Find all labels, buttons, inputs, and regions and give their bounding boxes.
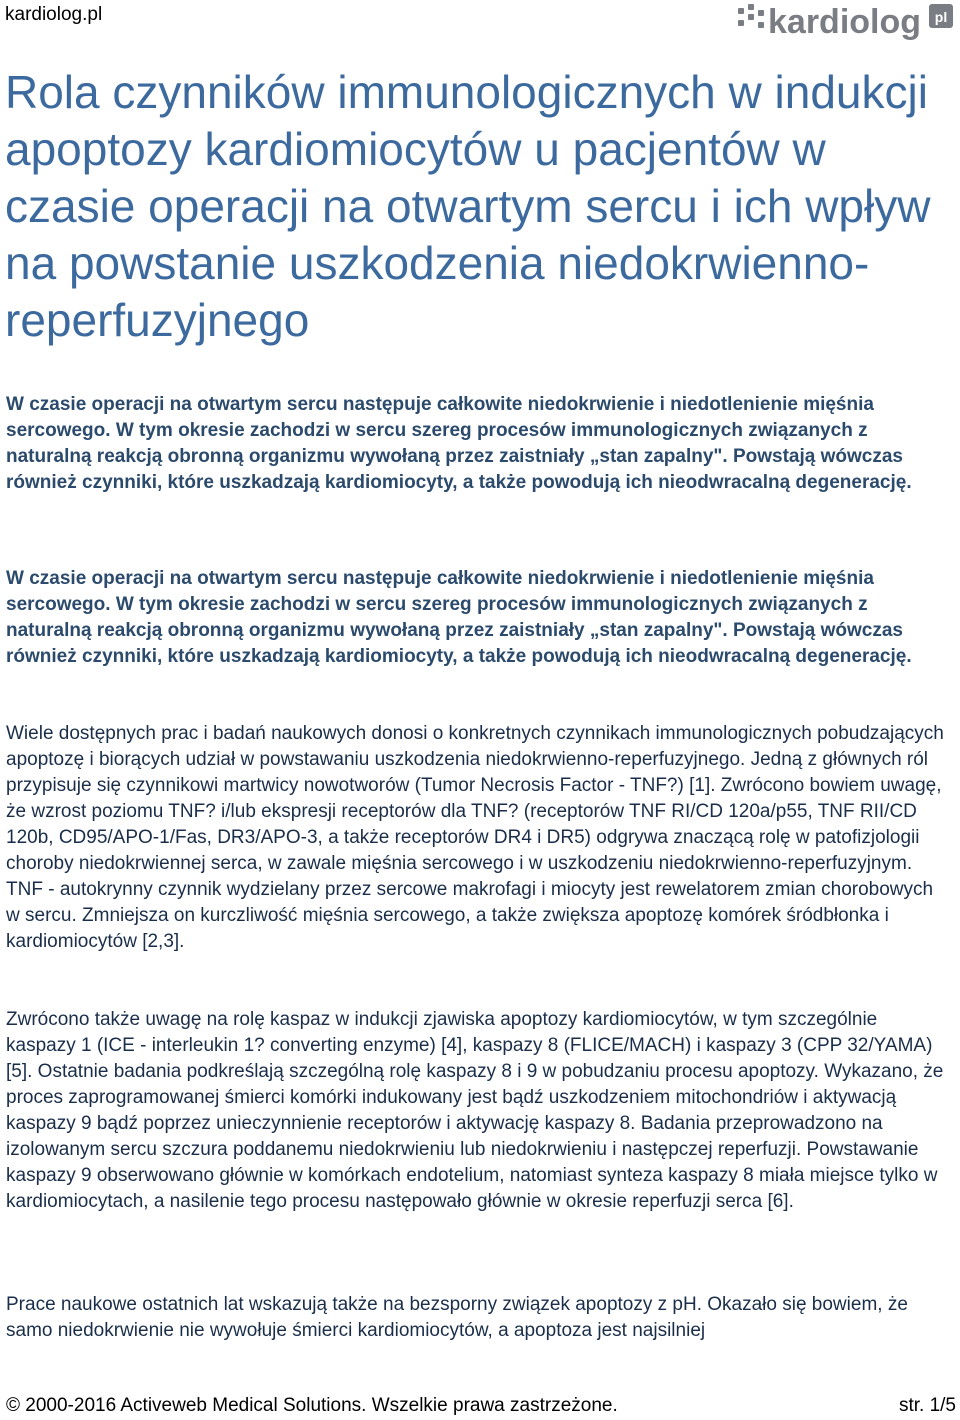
lead-paragraph-repeat: W czasie operacji na otwartym sercu następuje całkowite niedokrwienie i niedotlenienie mięśnia sercowego. W tym okresie zachodzi w sercu szereg procesów immunologicznych związanych z naturalną reakcją obronną organizmu wywołaną przez zaistniały „stan zapalny". Powstają wówczas również czynniki, które uszkadzają kardiomiocyty, a także powodują ich nieodwracalną degenerację.: [6, 568, 912, 667]
footer-copyright: © 2000-2016 Activeweb Medical Solutions. Wszelkie prawa zastrzeżone.: [6, 1395, 618, 1416]
page-title: Rola czynników immunologicznych w indukcji apoptozy kardiomiocytów u pacjentów w czasie operacji na otwartym sercu i ich wpływ na powstanie uszkodzenia niedokrwienno-reperfuzyjnego: [5, 66, 931, 346]
dots-logo-icon: [738, 4, 764, 28]
logo-suffix: pl: [934, 9, 948, 25]
body-paragraph: Wiele dostępnych prac i badań naukowych donosi o konkretnych czynnikach immunologicznych pobudzających apoptozę i biorących udział w powstawaniu uszkodzenia niedokrwienno-reperfuzyjnego. Jedną z głównych ról przypisuje się czynnikowi martwicy nowotworów (Tumor Necrosis Factor - TNF?) [1]. Zwrócono bowiem uwagę, że wzrost poziomu TNF? i/lub ekspresji receptorów dla TNF? (receptorów TNF RI/CD 120a/p55, TNF RII/CD 120b, CD95/APO-1/Fas, DR3/APO-3, a także receptorów DR4 i DR5) odgrywa znaczącą rolę w patofizjologii choroby niedokrwiennej serca, w zawale mięśnia sercowego i w uszkodzeniu niedokrwienno-reperfuzyjnym. TNF - autokrynny czynnik wydzielany przez sercowe makrofagi i miocyty jest rewelatorem zmian chorobowych w sercu. Zmniejsza on kurczliwość mięśnia sercowego, a także zwiększa apoptozę komórek śródbłonka i kardiomiocytów [2,3].: [6, 723, 944, 952]
site-name: kardiolog.pl: [5, 4, 103, 25]
kardiolog-logo: [736, 0, 956, 44]
logo-wordmark: kardiolog: [768, 3, 922, 41]
body-paragraph: Zwrócono także uwagę na rolę kaspaz w indukcji zjawiska apoptozy kardiomiocytów, w tym szczególnie kaspazy 1 (ICE - interleukin 1? converting enzyme) [4], kaspazy 8 (FLICE/MACH) i kaspazy 3 (CPP 32/YAMA) [5]. Ostatnie badania podkreślają szczególną rolę kaspazy 8 i 9 w pobudzaniu procesu apoptozy. Wykazano, że proces zaprogramowanej śmierci komórki indukowany jest bądź uszkodzeniem mitochondriów i aktywacją kaspazy 9 bądź poprzez unieczynnienie receptorów i aktywację kaspazy 8. Badania przeprowadzono na izolowanym sercu szczura poddanemu niedokrwieniu lub niedokrwieniu i następczej reperfuzji. Powstawanie kaspazy 9 obserwowano głównie w komórkach endotelium, natomiast synteza kaspazy 8 miała miejsce tylko w kardiomiocytach, a nasilenie tego procesu następowało głównie w okresie reperfuzji serca [6].: [6, 1009, 944, 1212]
body-paragraph: Prace naukowe ostatnich lat wskazują także na bezsporny związek apoptozy z pH. Okazało się bowiem, że samo niedokrwienie nie wywołuje śmierci kardiomiocytów, a apoptoza jest najsilniej: [6, 1294, 908, 1341]
page-number: str. 1/5: [898, 1395, 956, 1416]
lead-paragraph: W czasie operacji na otwartym sercu następuje całkowite niedokrwienie i niedotlenienie mięśnia sercowego. W tym okresie zachodzi w sercu szereg procesów immunologicznych związanych z naturalną reakcją obronną organizmu wywołaną przez zaistniały „stan zapalny". Powstają wówczas również czynniki, które uszkadzają kardiomiocyty, a także powodują ich nieodwracalną degenerację.: [6, 394, 912, 493]
